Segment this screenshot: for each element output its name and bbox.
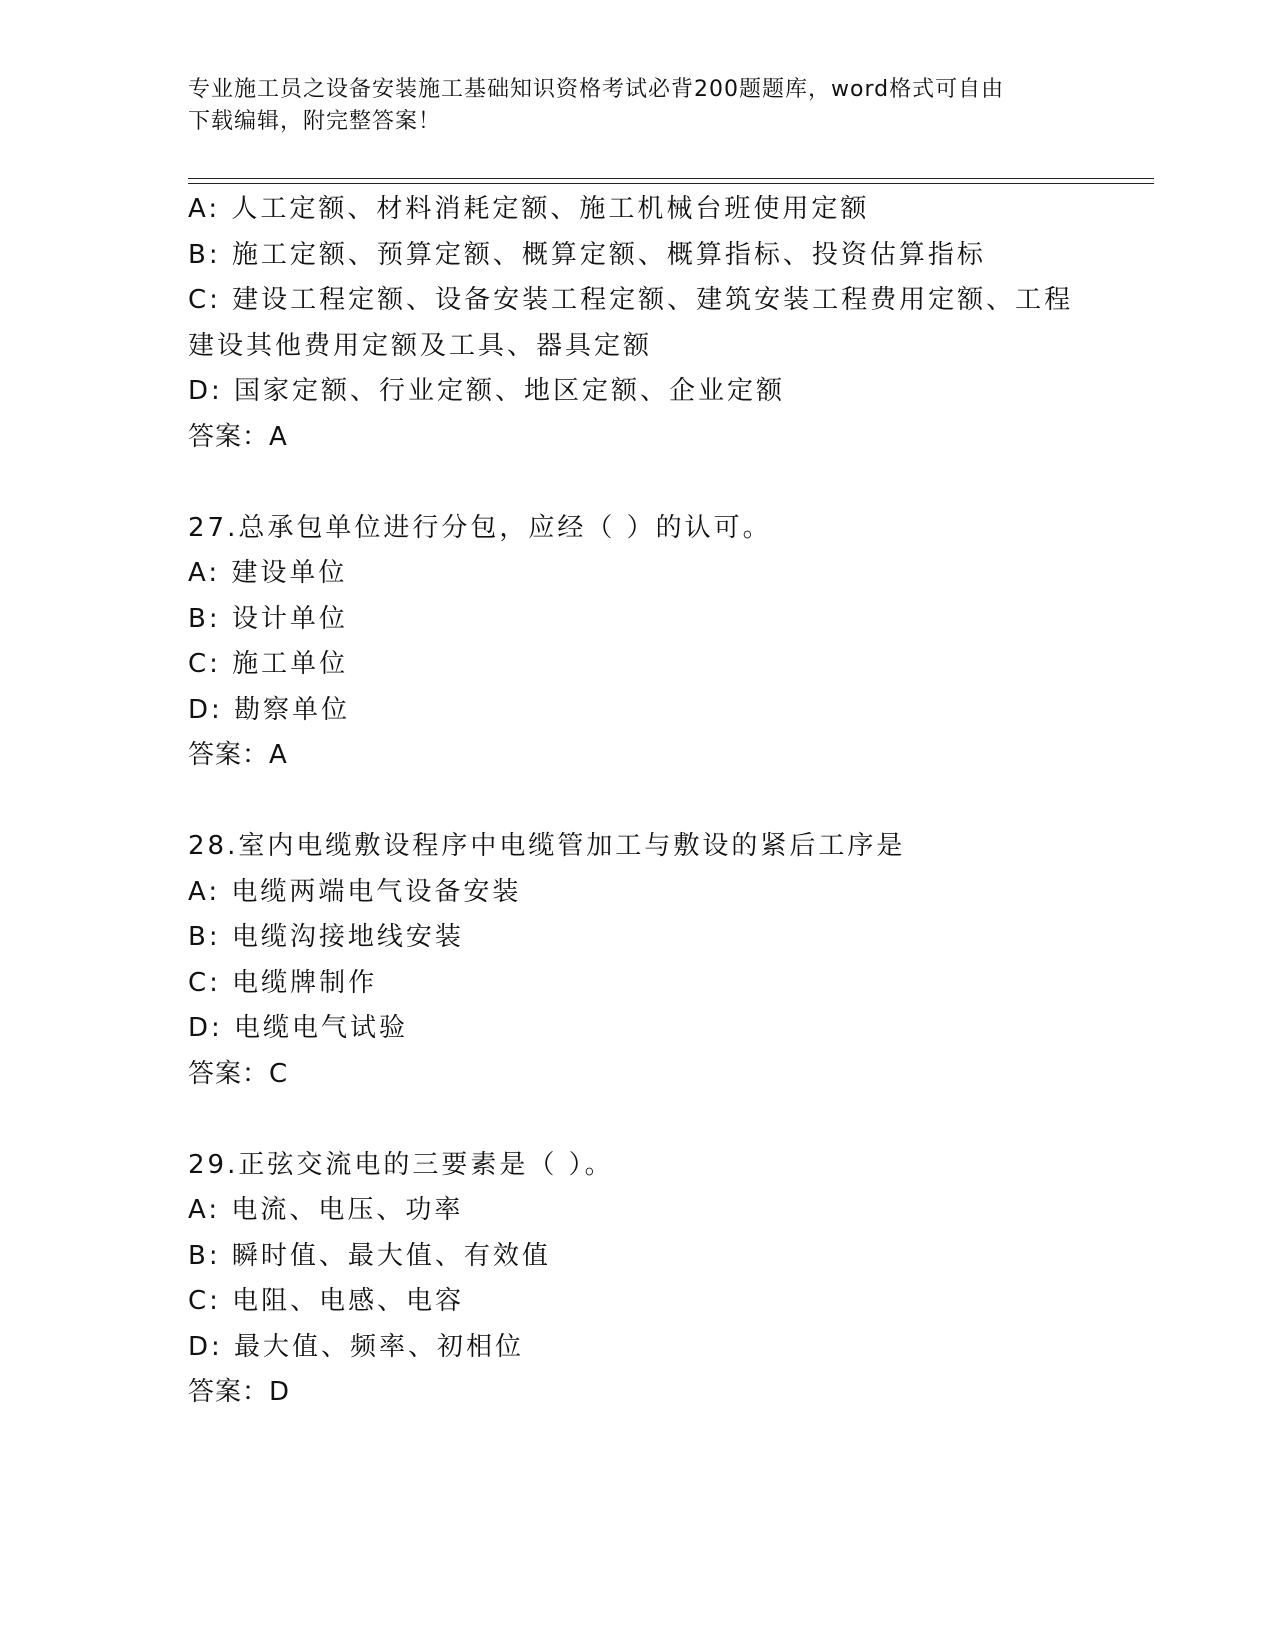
q27-answer: 答案：A bbox=[188, 740, 288, 770]
q28-option-b: B: 电缆沟接地线安装 bbox=[188, 922, 464, 952]
question-27-block bbox=[188, 506, 1148, 779]
document-header bbox=[188, 74, 1088, 138]
header-line-2: 下载编辑，附完整答案！ bbox=[188, 109, 442, 134]
q27-option-a: A: 建设单位 bbox=[188, 558, 348, 588]
question-26-block bbox=[188, 187, 1148, 460]
q28-question: 28.室内电缆敷设程序中电缆管加工与敷设的紧后工序是 bbox=[188, 831, 906, 861]
q29-option-c: C: 电阻、电感、电容 bbox=[188, 1286, 465, 1316]
q28-option-a: A: 电缆两端电气设备安装 bbox=[188, 876, 522, 907]
q26-answer: 答案：A bbox=[188, 421, 288, 452]
header-rule-top bbox=[188, 178, 1154, 179]
question-list bbox=[188, 187, 1148, 1416]
question-29-block bbox=[188, 1143, 1148, 1416]
q26-option-b: B: 施工定额、预算定额、概算定额、概算指标、投资估算指标 bbox=[188, 239, 986, 270]
spacer bbox=[188, 460, 1148, 506]
q26-option-d: D: 国家定额、行业定额、地区定额、企业定额 bbox=[188, 376, 786, 406]
q27-option-d: D: 勘察单位 bbox=[188, 694, 351, 725]
q26-option-c: C: 建设工程定额、设备安装工程定额、建筑安装工程费用定额、工程 bbox=[188, 285, 1074, 315]
header-rule-bottom bbox=[188, 183, 1154, 184]
q29-answer: 答案：D bbox=[188, 1377, 291, 1407]
q26-option-a: A: 人工定额、材料消耗定额、施工机械台班使用定额 bbox=[188, 194, 870, 224]
q29-option-d: D: 最大值、频率、初相位 bbox=[188, 1331, 525, 1362]
q28-answer: 答案：C bbox=[188, 1058, 289, 1089]
question-28-block bbox=[188, 824, 1148, 1097]
q26-option-c-continued: 建设其他费用定额及工具、器具定额 bbox=[188, 330, 653, 361]
spacer bbox=[188, 779, 1148, 825]
q27-option-b: B: 设计单位 bbox=[188, 603, 348, 634]
header-line-1: 专业施工员之设备安装施工基础知识资格考试必背200题题库，word格式可自由 bbox=[188, 77, 1005, 102]
q28-option-d: D: 电缆电气试验 bbox=[188, 1013, 409, 1043]
spacer bbox=[188, 1097, 1148, 1143]
q29-question: 29.正弦交流电的三要素是（ ）。 bbox=[188, 1149, 614, 1180]
q29-option-a: A: 电流、电压、功率 bbox=[188, 1195, 464, 1225]
q29-option-b: B: 瞬时值、最大值、有效值 bbox=[188, 1240, 551, 1271]
q28-option-c: C: 电缆牌制作 bbox=[188, 967, 378, 998]
q27-question: 27.总承包单位进行分包，应经（ ）的认可。 bbox=[188, 512, 772, 543]
q27-option-c: C: 施工单位 bbox=[188, 649, 349, 679]
